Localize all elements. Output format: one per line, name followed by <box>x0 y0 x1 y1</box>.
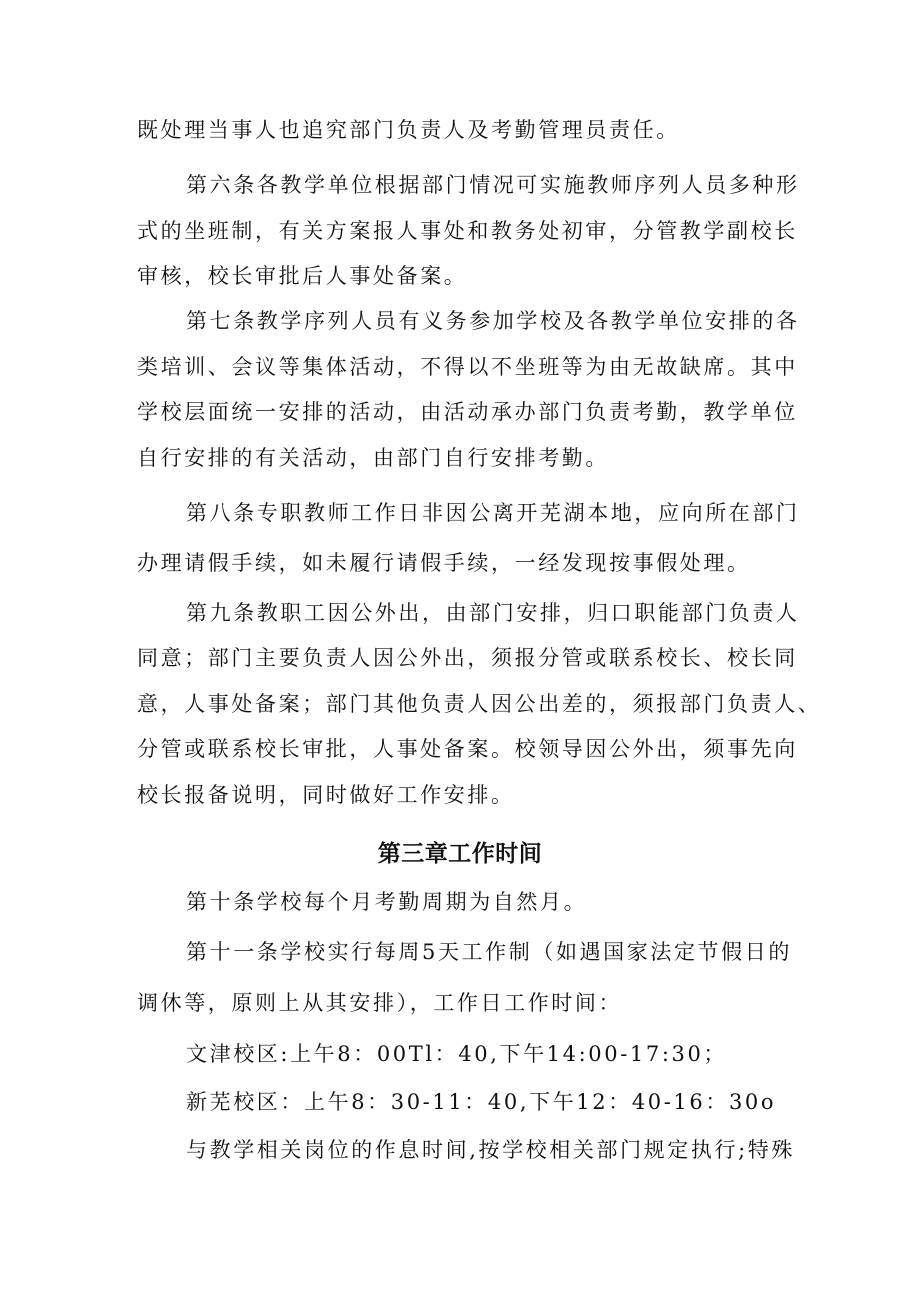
paragraph-line: 调休等，原则上从其安排），工作日工作时间： <box>137 991 623 1015</box>
paragraph-line: 校长报备说明，同时做好工作安排。 <box>137 783 515 807</box>
article-10-line: 第十条学校每个月考勤周期为自然月。 <box>186 890 588 914</box>
paragraph-line: 式的坐班制，有关方案报人事处和教务处初审，分管教学副校长 <box>137 219 798 243</box>
paragraph-line: 同意；部门主要负责人因公外出，须报分管或联系校长、校长同 <box>137 646 798 670</box>
paragraph-line: 审核，校长审批后人事处备案。 <box>137 264 468 288</box>
schedule-line-xinwu: 新芜校区：上午8：30-11：40,下午12：40-16：30o <box>186 1090 777 1114</box>
paragraph-line: 分管或联系校长审批，人事处备案。校领导因公外出，须事先向 <box>137 737 798 761</box>
paragraph-line: 自行安排的有关活动，由部门自行安排考勤。 <box>137 446 609 470</box>
paragraph-line: 类培训、会议等集体活动，不得以不坐班等为由无故缺席。其中 <box>137 355 798 379</box>
article-9-line: 第九条教职工因公外出，由部门安排，归口职能部门负责人 <box>186 601 800 625</box>
paragraph-line: 既处理当事人也追究部门负责人及考勤管理员责任。 <box>137 118 680 142</box>
article-8-line: 第八条专职教师工作日非因公离开芜湖本地，应向所在部门 <box>186 501 800 525</box>
article-11-line: 第十一条学校实行每周5天工作制（如遇国家法定节假日的 <box>186 940 792 964</box>
paragraph-line: 意，人事处备案；部门其他负责人因公出差的，须报部门负责人、 <box>137 692 822 716</box>
schedule-line-wenjin: 文津校区:上午8：00Tl：40,下午14:00-17:30； <box>186 1042 728 1066</box>
article-6-line: 第六条各教学单位根据部门情况可实施教师序列人员多种形 <box>186 173 800 197</box>
paragraph-line: 学校层面统一安排的活动，由活动承办部门负责考勤，教学单位 <box>137 400 798 424</box>
paragraph-line: 与教学相关岗位的作息时间,按学校相关部门规定执行;特殊 <box>186 1138 795 1162</box>
paragraph-line: 办理请假手续，如未履行请假手续，一经发现按事假处理。 <box>137 551 751 575</box>
article-7-line: 第七条教学序列人员有义务参加学校及各教学单位安排的各 <box>186 309 800 333</box>
chapter-heading: 第三章工作时间 <box>377 841 543 867</box>
